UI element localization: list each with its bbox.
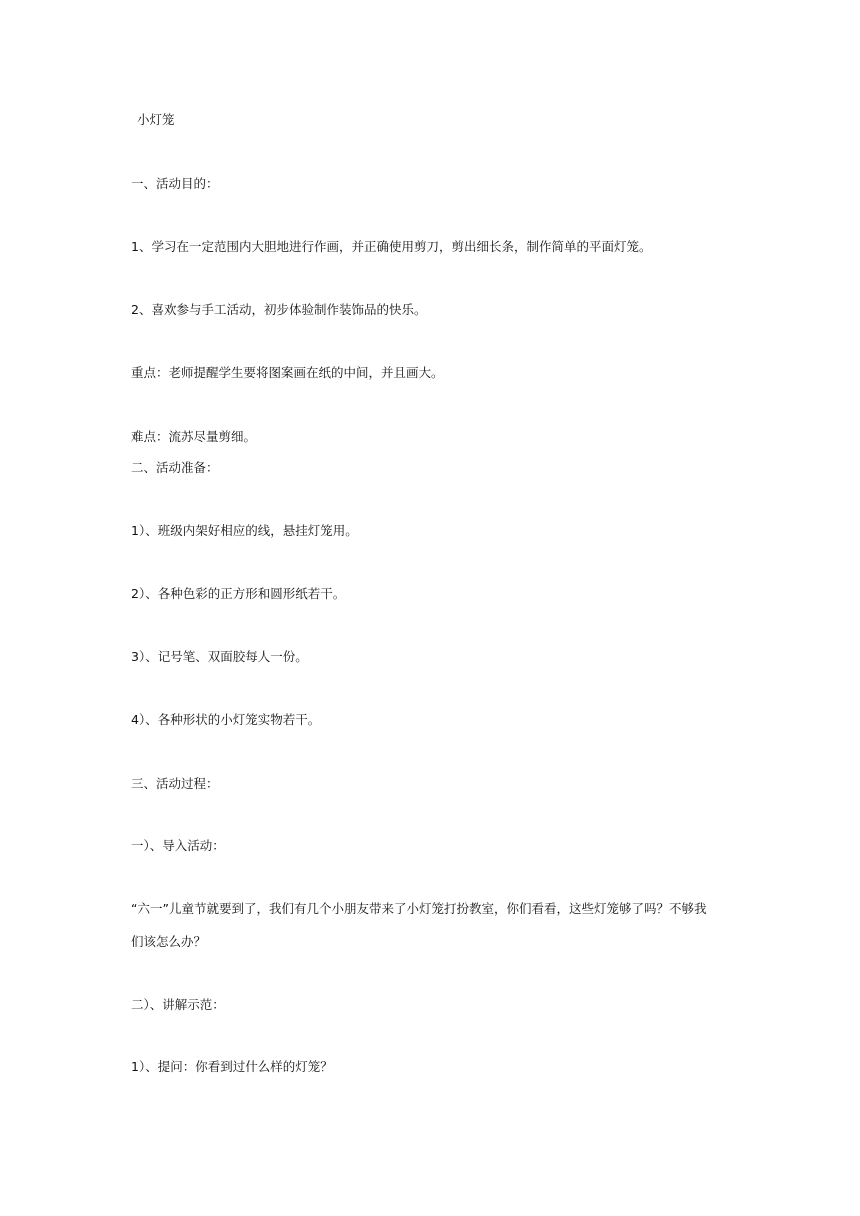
paragraph-difficulty: 难点：流苏尽量剪细。 xyxy=(131,429,257,444)
paragraph: 1、学习在一定范围内大胆地进行作画，并正确使用剪刀，剪出细长条，制作简单的平面灯笼。 xyxy=(131,239,652,254)
list-item: 4）、各种形状的小灯笼实物若干。 xyxy=(131,712,321,727)
paragraph: 2、喜欢参与手工活动，初步体验制作装饰品的快乐。 xyxy=(131,302,427,317)
subsection-heading: 一）、导入活动： xyxy=(131,838,225,853)
list-item: 1）、班级内架好相应的线，悬挂灯笼用。 xyxy=(131,523,358,538)
section-heading-purpose: 一、活动目的： xyxy=(131,176,219,191)
paragraph-key-point: 重点：老师提醒学生要将图案画在纸的中间，并且画大。 xyxy=(131,365,444,380)
section-heading-preparation: 二、活动准备： xyxy=(131,460,219,475)
subsection-heading: 二）、讲解示范： xyxy=(131,997,225,1012)
list-item: 2）、各种色彩的正方形和圆形纸若干。 xyxy=(131,586,346,601)
document-title: 小灯笼 xyxy=(137,112,175,127)
paragraph-continuation: 们该怎么办？ xyxy=(131,934,207,949)
paragraph: “六一”儿童节就要到了，我们有几个小朋友带来了小灯笼打扮教室，你们看看，这些灯笼够了吗？不够我 xyxy=(131,901,707,916)
section-heading-process: 三、活动过程： xyxy=(131,776,219,791)
list-item: 3）、记号笔、双面胶每人一份。 xyxy=(131,649,308,664)
list-item: 1）、提问：你看到过什么样的灯笼？ xyxy=(131,1059,333,1074)
